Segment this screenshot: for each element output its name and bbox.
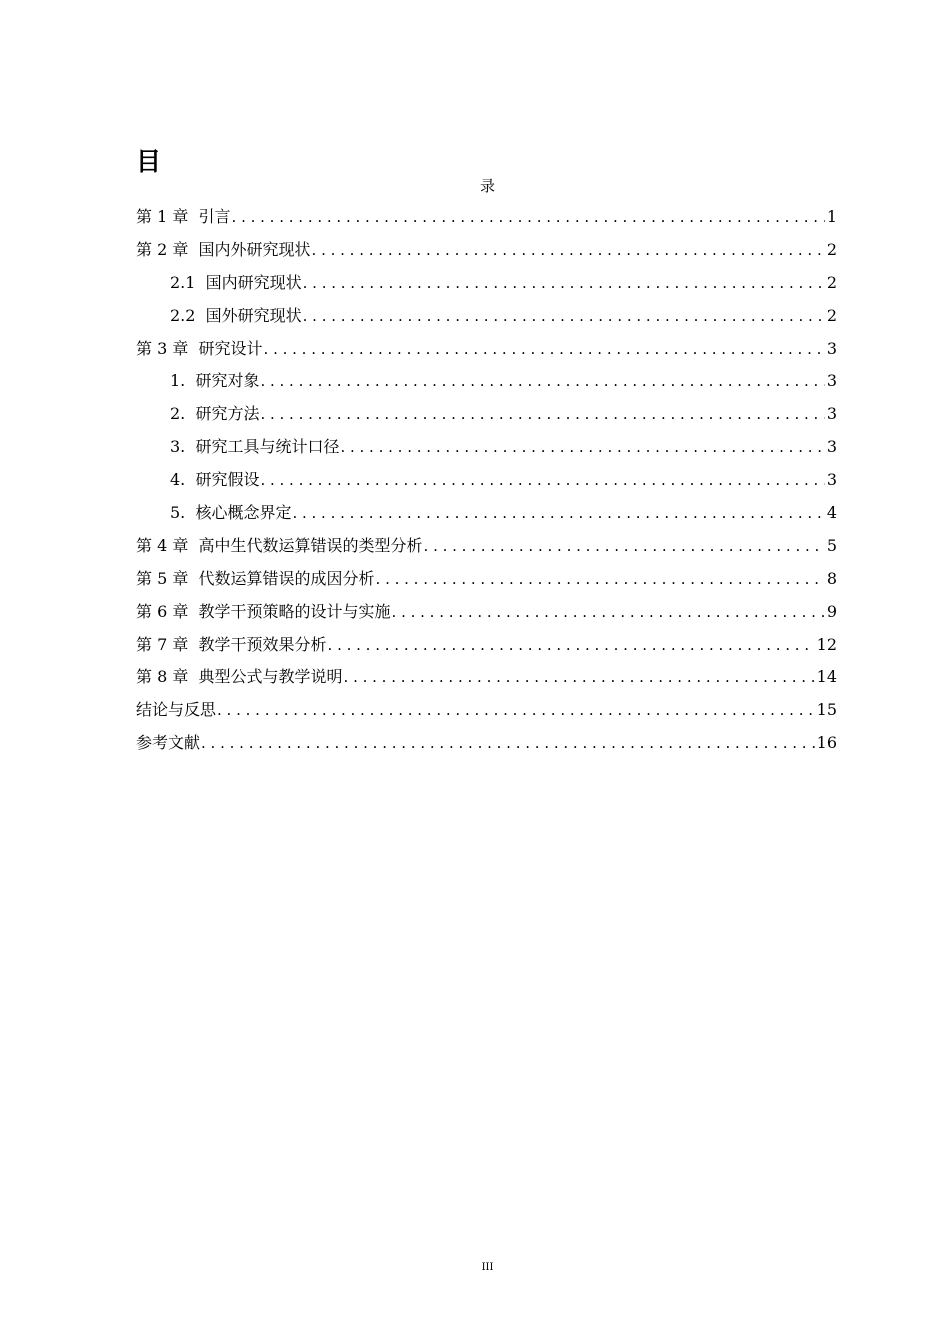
- toc-entry-label: 第 6 章 教学干预策略的设计与实施: [136, 601, 391, 621]
- toc-entry-label: 第 2 章 国内外研究现状: [136, 239, 311, 259]
- toc-entry-page: 2: [826, 239, 837, 259]
- toc-dot-leader: [263, 333, 825, 366]
- toc-entry-label: 2.2 国外研究现状: [170, 305, 302, 325]
- toc-entry[interactable]: [136, 464, 837, 497]
- toc-entry-page: 2: [826, 305, 837, 325]
- toc-entry-label: 2. 研究方法: [170, 404, 260, 424]
- toc-entry-label: 第 5 章 代数运算错误的成因分析: [136, 568, 375, 588]
- toc-entry[interactable]: [136, 694, 837, 727]
- toc-entry[interactable]: [136, 497, 837, 530]
- toc-entry[interactable]: [136, 398, 837, 431]
- table-of-contents: [136, 201, 837, 760]
- toc-entry-page: 1: [826, 207, 837, 226]
- toc-entry[interactable]: [136, 596, 837, 629]
- toc-entry-label: 结论与反思: [136, 700, 217, 720]
- toc-dot-leader: [339, 431, 824, 464]
- toc-entry-label: 第 7 章 教学干预效果分析: [136, 634, 327, 654]
- toc-dot-leader: [231, 201, 825, 234]
- toc-entry-page: 12: [816, 634, 837, 654]
- toc-entry[interactable]: [136, 727, 837, 760]
- toc-entry-page: 14: [816, 667, 837, 687]
- toc-dot-leader: [216, 694, 815, 727]
- toc-entry-page: 9: [826, 601, 837, 621]
- toc-entry-page: 3: [826, 404, 837, 424]
- toc-entry-page: 3: [826, 338, 837, 358]
- toc-entry-page: 5: [826, 535, 837, 555]
- toc-entry[interactable]: [136, 431, 837, 464]
- toc-dot-leader: [375, 563, 825, 596]
- toc-entry-label: 第 4 章 高中生代数运算错误的类型分析: [136, 535, 423, 555]
- toc-dot-leader: [200, 727, 815, 760]
- toc-entry-label: 参考文献: [136, 733, 201, 753]
- toc-dot-leader: [343, 661, 815, 694]
- toc-entry[interactable]: [136, 530, 837, 563]
- toc-entry[interactable]: [136, 661, 837, 694]
- toc-entry-label: 5. 核心概念界定: [170, 503, 292, 523]
- toc-entry[interactable]: [136, 629, 837, 662]
- toc-entry[interactable]: [136, 201, 837, 234]
- toc-entry-label: 第 8 章 典型公式与教学说明: [136, 667, 343, 687]
- toc-entry-page: 8: [826, 568, 837, 588]
- toc-entry-label: 第 3 章 研究设计: [136, 338, 263, 358]
- toc-dot-leader: [391, 596, 825, 629]
- toc-entry-label: 1. 研究对象: [170, 371, 260, 391]
- toc-entry-page: 15: [816, 700, 837, 720]
- toc-entry[interactable]: [136, 333, 837, 366]
- toc-entry[interactable]: [136, 267, 837, 300]
- toc-dot-leader: [327, 629, 815, 662]
- toc-dot-leader: [259, 398, 824, 431]
- toc-entry-label: 4. 研究假设: [170, 470, 260, 490]
- toc-dot-leader: [259, 464, 824, 497]
- toc-dot-leader: [302, 267, 825, 300]
- toc-entry-page: 3: [826, 371, 837, 391]
- toc-entry-page: 3: [826, 470, 837, 490]
- toc-title: 目: [136, 147, 162, 176]
- toc-entry-page: 16: [816, 733, 837, 753]
- toc-entry-label: 2.1 国内研究现状: [170, 272, 302, 292]
- toc-entry-label: 3. 研究工具与统计口径: [170, 437, 340, 457]
- toc-entry-label: 第 1 章 引言: [136, 207, 231, 226]
- toc-dot-leader: [259, 365, 824, 398]
- toc-entry-page: 4: [826, 503, 837, 523]
- toc-dot-leader: [423, 530, 825, 563]
- page-number: III: [481, 1262, 494, 1273]
- toc-dot-leader: [302, 300, 825, 333]
- toc-dot-leader: [311, 234, 825, 267]
- toc-entry-page: 2: [826, 272, 837, 292]
- toc-title-continuation: 录: [479, 177, 495, 195]
- toc-entry[interactable]: [136, 365, 837, 398]
- toc-entry[interactable]: [136, 300, 837, 333]
- toc-entry[interactable]: [136, 563, 837, 596]
- toc-dot-leader: [291, 497, 824, 530]
- toc-entry-page: 3: [826, 437, 837, 457]
- toc-entry[interactable]: [136, 234, 837, 267]
